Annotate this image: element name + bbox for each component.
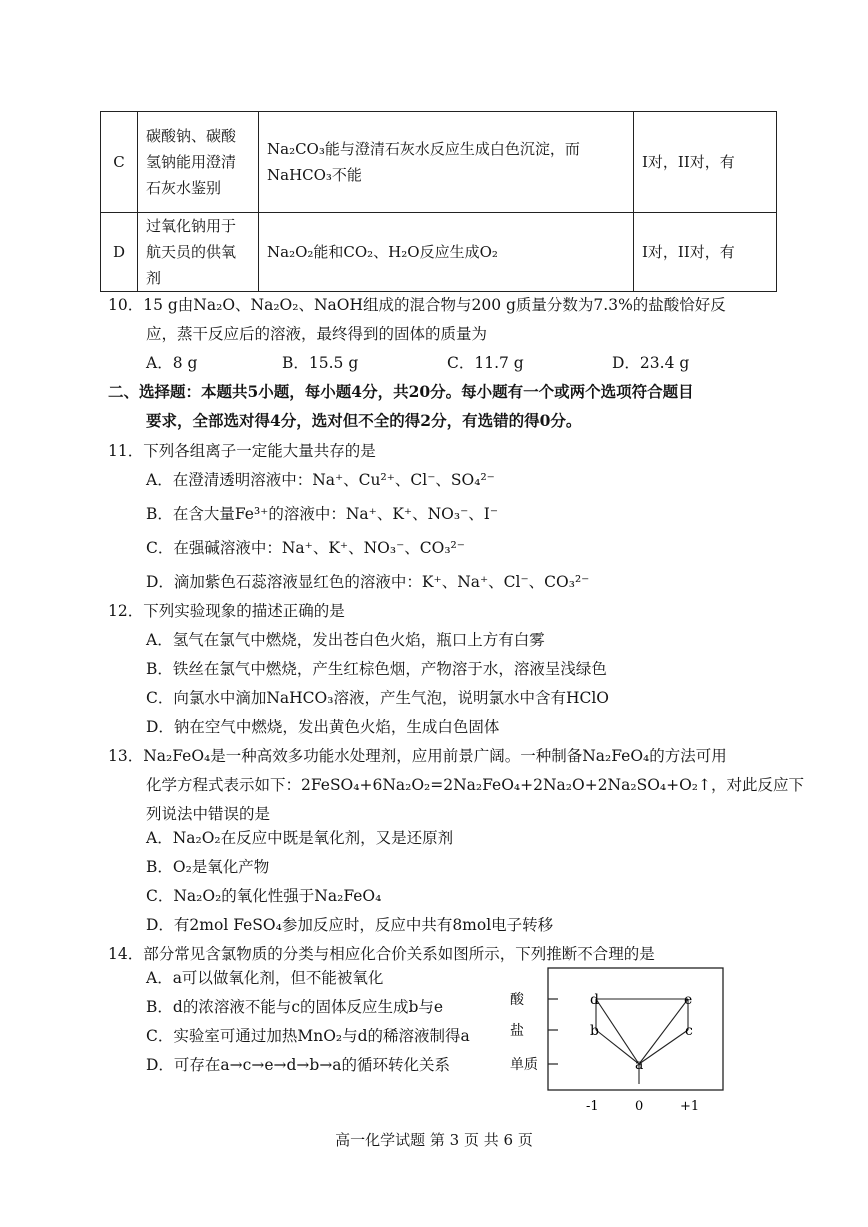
point-label: b: [590, 1023, 599, 1039]
y-label: 盐: [510, 1023, 524, 1039]
option-c: C．向氯水中滴加NaHCO₃溶液，产生气泡，说明氯水中含有HClO: [146, 689, 610, 707]
question-13-stem: 化学方程式表示如下：2FeSO₄+6Na₂O₂=2Na₂FeO₄+2Na₂O+2Na₂SO₄+O₂↑，对此反应下: [146, 776, 805, 794]
question-10-stem: 10．15 g由Na₂O、Na₂O₂、NaOH组成的混合物与200 g质量分数为7.3%的盐酸恰好反: [108, 296, 726, 314]
table-row: [101, 213, 777, 292]
valence-class-diagram: [510, 966, 725, 1116]
option-b: B．O₂是氧化产物: [146, 858, 270, 876]
option-d: D．滴加紫色石蕊溶液显红色的溶液中：K⁺、Na⁺、Cl⁻、CO₃²⁻: [146, 573, 590, 591]
option-d: D．23.4 g: [612, 354, 690, 372]
judgement: I对，II对，有: [634, 112, 777, 213]
question-14-stem: 14．部分常见含氯物质的分类与相应化合价关系如图所示，下列推断不合理的是: [108, 945, 655, 963]
option-a: A．在澄清透明溶液中：Na⁺、Cu²⁺、Cl⁻、SO₄²⁻: [146, 471, 495, 489]
option-a: A．Na₂O₂在反应中既是氧化剂，又是还原剂: [146, 829, 454, 847]
connector: [596, 1030, 639, 1064]
option-d: D．钠在空气中燃烧，发出黄色火焰，生成白色固体: [146, 718, 500, 736]
option-b: B．铁丝在氯气中燃烧，产生红棕色烟，产物溶于水，溶液呈浅绿色: [146, 660, 607, 678]
point-label: c: [685, 1023, 693, 1039]
option-a: A．氢气在氯气中燃烧，发出苍白色火焰，瓶口上方有白雾: [146, 631, 545, 649]
option-c: C．11.7 g: [447, 354, 524, 372]
question-10-stem: 应，蒸干反应后的溶液，最终得到的固体的质量为: [146, 325, 488, 343]
statement-two: [259, 112, 634, 213]
comparison-table: [100, 111, 777, 292]
option-c: C．实验室可通过加热MnO₂与d的稀溶液制得a: [146, 1027, 470, 1045]
x-label: 0: [635, 1099, 644, 1114]
option-b: B．在含大量Fe³⁺的溶液中：Na⁺、K⁺、NO₃⁻、I⁻: [146, 505, 499, 523]
connector: [639, 1030, 688, 1064]
statement-two-line: NaHCO₃不能: [267, 166, 362, 184]
question-13-stem: 13．Na₂FeO₄是一种高效多功能水处理剂，应用前景广阔。一种制备Na₂FeO₄的方法可用: [108, 747, 727, 765]
connector: [596, 999, 639, 1064]
option-b: B．15.5 g: [282, 354, 359, 372]
statement-one: 碳酸钠、碳酸氢钠能用澄清石灰水鉴别: [138, 112, 259, 213]
row-label: C: [101, 112, 138, 213]
option-d: D．有2mol FeSO₄参加反应时，反应中共有8mol电子转移: [146, 916, 554, 934]
option-b: B．d的浓溶液不能与c的固体反应生成b与e: [146, 998, 444, 1016]
statement-two: [259, 213, 634, 292]
question-11-stem: 11．下列各组离子一定能大量共存的是: [108, 442, 376, 460]
option-c: C．在强碱溶液中：Na⁺、K⁺、NO₃⁻、CO₃²⁻: [146, 539, 465, 557]
option-a: A．8 g: [146, 354, 198, 372]
statement-two-line: Na₂O₂能和CO₂、H₂O反应生成O₂: [267, 243, 498, 261]
option-a: A．a可以做氧化剂，但不能被氧化: [146, 969, 384, 987]
diagram-svg: [510, 966, 725, 1116]
option-c: C．Na₂O₂的氧化性强于Na₂FeO₄: [146, 887, 382, 905]
point-label: d: [590, 992, 599, 1008]
point-label: a: [635, 1057, 644, 1073]
option-d: D．可存在a→c→e→d→b→a的循环转化关系: [146, 1056, 451, 1074]
section-heading: 要求，全部选对得4分，选对但不全的得2分，有选错的得0分。: [146, 411, 582, 430]
statement-two-line: Na₂CO₃能与澄清石灰水反应生成白色沉淀，而: [267, 140, 580, 158]
section-heading: 二、选择题：本题共5小题，每小题4分，共20分。每小题有一个或两个选项符合题目: [108, 382, 694, 401]
question-12-stem: 12．下列实验现象的描述正确的是: [108, 602, 345, 620]
page-footer: 高一化学试题 第 3 页 共 6 页: [335, 1131, 533, 1149]
judgement: I对，II对，有: [634, 213, 777, 292]
question-13-stem: 列说法中错误的是: [146, 805, 271, 823]
y-label: 酸: [510, 992, 524, 1008]
table-row: [101, 112, 777, 213]
x-label: +1: [680, 1099, 700, 1114]
x-label: -1: [586, 1099, 599, 1114]
point-label: e: [684, 992, 693, 1008]
row-label: D: [101, 213, 138, 292]
y-label: 单质: [510, 1057, 538, 1073]
connector: [639, 999, 688, 1064]
statement-one: 过氧化钠用于航天员的供氧剂: [138, 213, 259, 292]
